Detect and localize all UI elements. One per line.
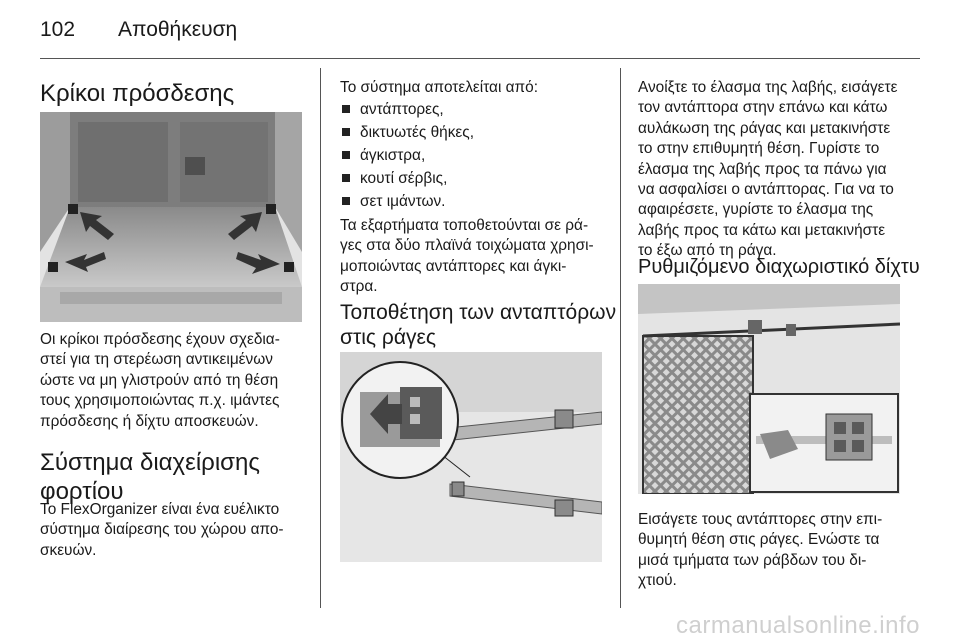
column-divider xyxy=(620,68,621,608)
site-watermark: carmanualsonline.info xyxy=(676,612,920,639)
adapter-rail-illustration xyxy=(340,352,602,562)
system-intro: Το σύστημα αποτελείται από: xyxy=(340,79,539,96)
heading-adapter-install: Τοποθέτηση των ανταπτόρων στις ράγες xyxy=(340,301,617,349)
page-number: 102 xyxy=(40,18,76,41)
paragraph-flexorganizer: Το FlexOrganizer είναι ένα ευέλικτο σύστημα διαίρεσης του χώρου απο- σκευών. xyxy=(40,501,284,559)
heading-load-management: Σύστημα διαχείρισης φορτίου xyxy=(40,449,260,505)
list-item: κουτί σέρβις, xyxy=(342,169,447,189)
heading-tie-down-rings: Κρίκοι πρόσδεσης xyxy=(40,80,235,107)
chapter-title: Αποθήκευση xyxy=(118,18,238,41)
paragraph-rails: Τα εξαρτήματα τοποθετούνται σε ρά- γες στα δύο πλαϊνά τοιχώματα χρησι- μοποιώντας αντάπτορες και άγκι- στρα. xyxy=(340,217,594,296)
list-item: σετ ιμάντων. xyxy=(342,192,445,212)
figure-cargo-area-rings xyxy=(40,112,302,322)
cargo-area-illustration xyxy=(40,112,302,322)
column-divider xyxy=(320,68,321,608)
list-item: δικτυωτές θήκες, xyxy=(342,123,474,143)
paragraph-adapter-steps: Ανοίξτε το έλασμα της λαβής, εισάγετε τον αντάπτορα στην επάνω και κάτω αυλάκωση της ράγας και μετακινήστε το στην επιθυμητή θέση. Γυρίστε το έλασμα της λαβής προς τα πάνω για να ασφαλίσει ο αντάπτορας. Για να το αφαιρέσετε, γυρίστε το έλασμα της λαβής προς τα κάτω και μετακινήστε το έξω από τη ράγα. xyxy=(638,79,898,260)
figure-adapter-rail xyxy=(340,352,602,562)
heading-divider-net: Ρυθμιζόμενο διαχωριστικό δίχτυ xyxy=(638,256,920,278)
list-item: άγκιστρα, xyxy=(342,146,425,166)
paragraph-tie-down-rings: Οι κρίκοι πρόσδεσης έχουν σχεδια- στεί για τη στερέωση αντικειμένων ώστε να μη γλιστρούν από τη θέση τους χρησιμοποιώντας π.χ. ιμάντες πρόσδεσης ή δίχτυ αποσκευών. xyxy=(40,331,280,430)
paragraph-divider-net: Εισάγετε τους αντάπτορες στην επι- θυμητή θέση στις ράγες. Ενώστε τα μισά τμήματα των ράβδων του δι- χτιού. xyxy=(638,511,883,590)
figure-divider-net xyxy=(638,284,900,494)
divider-net-illustration xyxy=(638,284,900,494)
header-rule xyxy=(40,58,920,59)
list-item: αντάπτορες, xyxy=(342,100,444,120)
